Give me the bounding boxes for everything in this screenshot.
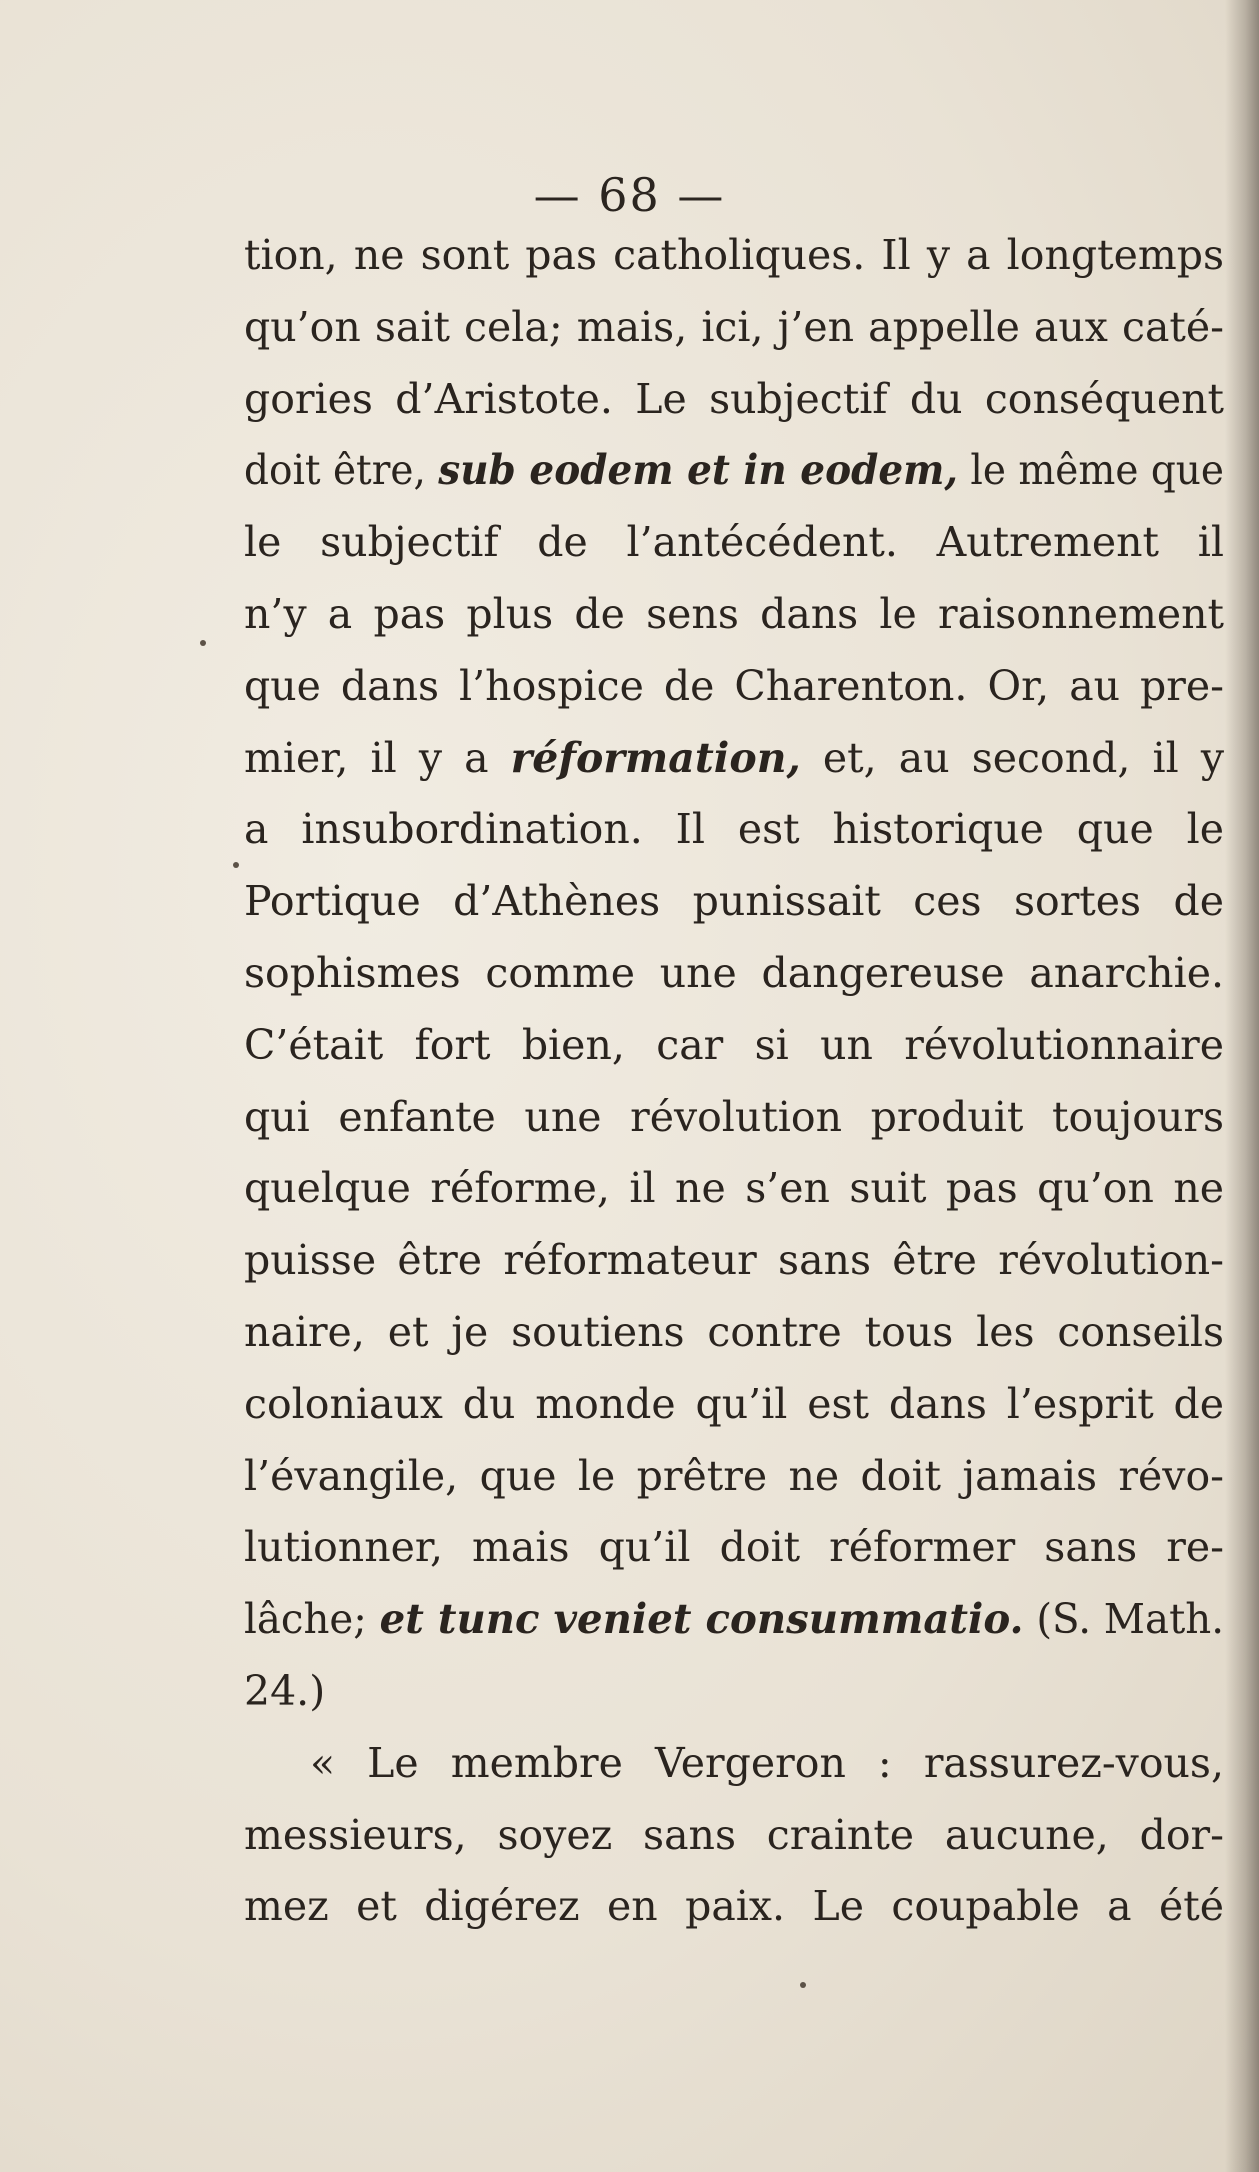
text-line (244, 866, 1244, 938)
text-segment: et, au second, il y (800, 733, 1224, 782)
text-segment: l’évangile, que le prêtre ne doit jamais révo- (244, 1451, 1224, 1500)
text-line (244, 1297, 1244, 1369)
text-segment: qui enfante une révolution produit toujours (244, 1092, 1224, 1141)
text-segment: coloniaux du monde qu’il est dans l’esprit de (244, 1379, 1224, 1428)
italic-phrase: sub eodem et in eodem, (438, 446, 958, 495)
text-line (244, 723, 1244, 795)
text-line (244, 579, 1244, 651)
text-segment: le subjectif de l’antécédent. Autrement il (244, 518, 1224, 567)
text-segment: que dans l’hospice de Charenton. Or, au pre- (244, 661, 1224, 710)
paper-speck (200, 640, 206, 646)
italic-phrase: réformation, (510, 733, 801, 782)
text-segment: 24.) (244, 1666, 326, 1715)
text-line (244, 1800, 1244, 1872)
text-segment: doit être, (244, 446, 439, 495)
text-line (244, 1871, 1244, 1943)
text-line (244, 1153, 1244, 1225)
text-line (244, 435, 1244, 507)
text-segment: tion, ne sont pas catholiques. Il y a longtemps (244, 231, 1224, 279)
text-line (244, 1010, 1244, 1082)
text-segment: messieurs, soyez sans crainte aucune, dor- (244, 1810, 1224, 1859)
text-line (244, 1584, 1244, 1656)
italic-phrase: et tunc veniet consummatio. (379, 1595, 1024, 1644)
text-segment: quelque réforme, il ne s’en suit pas qu’on ne (244, 1164, 1224, 1213)
text-line (244, 651, 1244, 723)
text-line (244, 292, 1244, 364)
text-segment: (S. Math. (1023, 1595, 1224, 1644)
text-segment: n’y a pas plus de sens dans le raisonnement (244, 589, 1224, 638)
text-segment: sophismes comme une dangereuse anarchie. (244, 948, 1224, 997)
text-segment: gories d’Aristote. Le subjectif du conséquent (244, 374, 1224, 423)
text-line (244, 794, 1244, 866)
text-line (244, 507, 1244, 579)
text-line (244, 1512, 1244, 1584)
text-line (244, 938, 1244, 1010)
body-text (244, 220, 1244, 1943)
text-segment: qu’on sait cela; mais, ici, j’en appelle aux caté- (244, 302, 1224, 351)
text-segment: a insubordination. Il est historique que le (244, 805, 1224, 854)
text-line (244, 1656, 1244, 1728)
text-line (244, 220, 1244, 292)
text-line (244, 1082, 1244, 1154)
text-line (244, 364, 1244, 436)
text-segment: « Le membre Vergeron : rassurez-vous, (310, 1738, 1224, 1787)
text-line (244, 1441, 1244, 1513)
text-line (244, 1728, 1244, 1800)
text-line (244, 1369, 1244, 1441)
page-number: — 68 — (533, 168, 726, 222)
text-segment: Portique d’Athènes punissait ces sortes de (244, 877, 1224, 926)
text-segment: lâche; (244, 1595, 380, 1644)
text-segment: puisse être réformateur sans être révolution- (244, 1236, 1224, 1285)
paper-speck (233, 862, 239, 868)
text-segment: mier, il y a (244, 733, 511, 782)
paper-speck (800, 1982, 806, 1988)
text-segment: naire, et je soutiens contre tous les conseils (244, 1307, 1224, 1356)
text-segment: le même que (957, 446, 1224, 495)
text-segment: lutionner, mais qu’il doit réformer sans re- (244, 1523, 1224, 1572)
text-segment: mez et digérez en paix. Le coupable a été (244, 1882, 1224, 1931)
text-line (244, 1225, 1244, 1297)
text-segment: C’était fort bien, car si un révolutionnaire (244, 1020, 1224, 1069)
